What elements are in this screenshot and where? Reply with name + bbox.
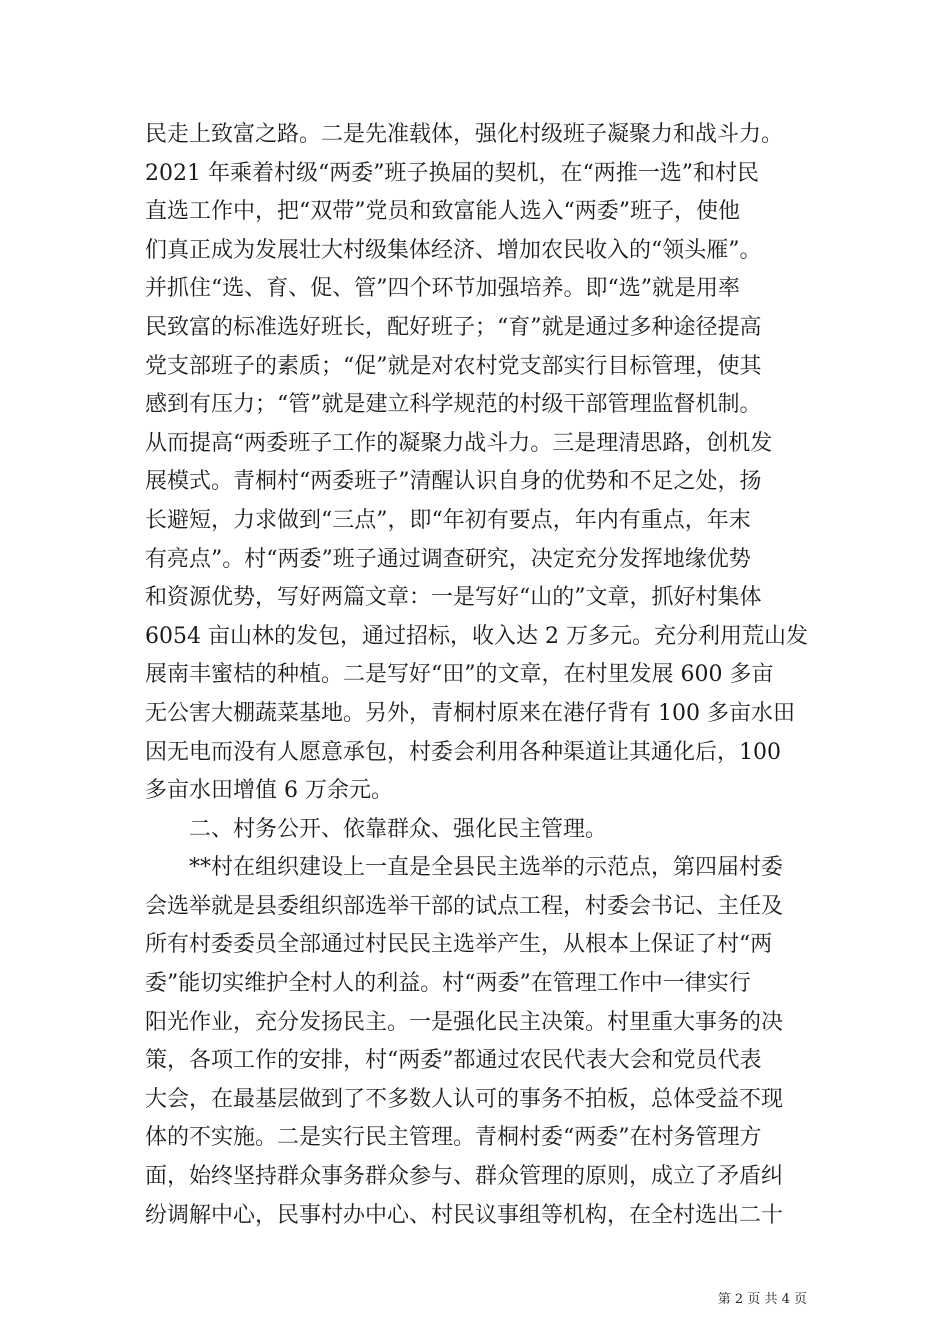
text-line: 民走上致富之路。二是先准载体，强化村级班子凝聚力和战斗力。 xyxy=(145,122,784,147)
text-line: 党支部班子的素质；“促”就是对农村党支部实行目标管理，使其 xyxy=(145,353,762,379)
text-line: 无公害大棚蔬菜基地。另外，青桐村原来在港仔背有 100 多亩水田 xyxy=(145,700,795,726)
text-line: 所有村委委员全部通过村民民主选举产生，从根本上保证了村“两 xyxy=(145,932,773,958)
text-line: 展南丰蜜桔的种植。二是写好“田”的文章，在村里发展 600 多亩 xyxy=(145,662,774,688)
text-line: 策，各项工作的安排，村“两委”都通过农民代表大会和党员代表 xyxy=(145,1048,762,1074)
text-line: 们真正成为发展壮大村级集体经济、增加农民收入的“领头雁”。 xyxy=(145,237,762,263)
text-line: 多亩水田增值 6 万余元。 xyxy=(145,778,393,804)
text-line: 因无电而没有人愿意承包，村委会利用各种渠道让其通化后，100 xyxy=(145,739,781,765)
text-line: 2021 年乘着村级“两委”班子换届的契机，在“两推一选”和村民 xyxy=(145,160,759,186)
text-line: 和资源优势，写好两篇文章：一是写好“山的”文章，抓好村集体 xyxy=(145,585,762,611)
text-line: 民致富的标准选好班长，配好班子；“育”就是通过多种途径提高 xyxy=(145,314,762,340)
text-line: 从而提高“两委班子工作的凝聚力战斗力。三是理清思路，创机发 xyxy=(145,430,773,456)
text-line: 直选工作中，把“双带”党员和致富能人选入“两委”班子，使他 xyxy=(145,199,740,225)
text-line: 会选举就是县委组织部选举干部的试点工程，村委会书记、主任及 xyxy=(145,893,784,919)
text-line: 感到有压力；“管”就是建立科学规范的村级干部管理监督机制。 xyxy=(145,392,762,418)
text-line: 长避短，力求做到“三点”，即“年初有要点，年内有重点，年末 xyxy=(145,507,751,533)
text-line: 大会，在最基层做到了不多数人认可的事务不拍板，总体受益不现 xyxy=(145,1086,784,1112)
text-line: 委”能切实维护全村人的利益。村“两委”在管理工作中一律实行 xyxy=(145,971,751,997)
text-line: 纷调解中心，民事村办中心、村民议事组等机构，在全村选出二十 xyxy=(145,1202,784,1228)
text-line: 阳光作业，充分发扬民主。一是强化民主决策。村里重大事务的决 xyxy=(145,1009,784,1035)
text-line: 面，始终坚持群众事务群众参与、群众管理的原则，成立了矛盾纠 xyxy=(145,1164,784,1190)
text-line: 有亮点”。村“两委”班子通过调查研究，决定充分发挥地缘优势 xyxy=(145,546,751,572)
text-line: 体的不实施。二是实行民主管理。青桐村委“两委”在村务管理方 xyxy=(145,1125,762,1151)
paragraph-first-line: **村在组织建设上一直是全县民主选举的示范点，第四届村委 xyxy=(189,855,784,881)
page-number: 第 2 页 共 4 页 xyxy=(717,1292,807,1307)
document-body xyxy=(145,116,825,1235)
text-line: 并抓住“选、育、促、管”四个环节加强培养。即“选”就是用率 xyxy=(145,276,740,302)
paragraph-first-line: 二、村务公开、依靠群众、强化民主管理。 xyxy=(189,816,608,842)
text-line: 6054 亩山林的发包，通过招标，收入达 2 万多元。充分利用荒山发 xyxy=(145,623,808,649)
text-line: 展模式。青桐村“两委班子”清醒认识自身的优势和不足之处，扬 xyxy=(145,469,762,495)
